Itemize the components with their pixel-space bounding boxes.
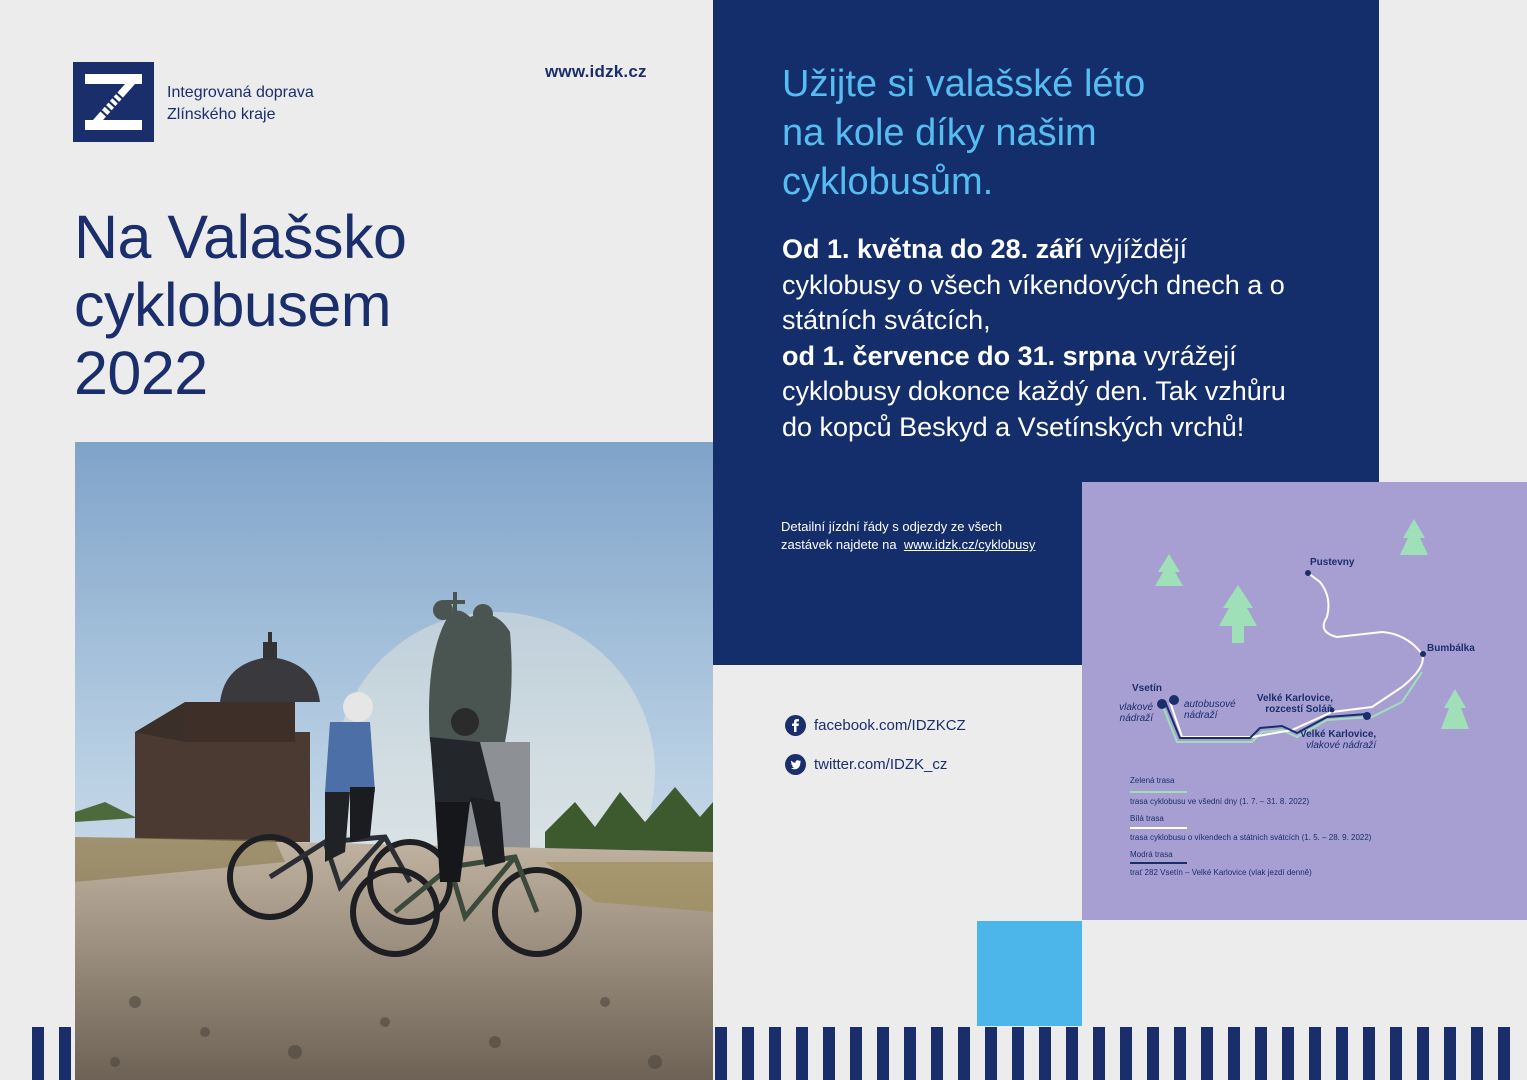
slogan-line3: cyklobusům. xyxy=(782,161,994,203)
page-title xyxy=(74,203,406,407)
z-logo-icon xyxy=(73,62,154,142)
note-line1: Detailní jízdní řády s odjezdy ze všech xyxy=(781,519,1003,534)
schedule-text xyxy=(782,232,1302,445)
stop-karlovice-train-name: Velké Karlovice, xyxy=(1300,729,1377,740)
title-line3: 2022 xyxy=(74,339,208,407)
stop-vsetin: Vsetín xyxy=(1132,683,1163,694)
stop-vsetin-train: vlakové nádraží xyxy=(1119,702,1153,724)
stop-pustevny: Pustevny xyxy=(1310,557,1355,568)
stop-karlovice-train xyxy=(1300,729,1376,751)
slogan-line1: Užijte si valašské léto xyxy=(782,63,1146,105)
logo-line1: Integrovaná doprava xyxy=(167,84,314,101)
decorative-stripes-left xyxy=(32,1027,86,1080)
timetable-link[interactable]: www.idzk.cz/cyklobusy xyxy=(903,537,1036,552)
timetable-note xyxy=(781,518,1035,554)
twitter-icon xyxy=(785,754,806,775)
slogan-line2: na kole díky našim xyxy=(782,112,1097,154)
legend-green-desc: trasa cyklobusu ve všední dny (1. 7. – 31. 8. 2022) xyxy=(1130,797,1310,806)
schedule-text-2: vyrážejí cyklobusy dokonce každý den. Tak vzhůru do kopců Beskyd a Vsetínských vrchů! xyxy=(782,340,1286,442)
title-line2: cyklobusem xyxy=(74,271,392,339)
legend-white-desc: trasa cyklobusu o víkendech a státních svátcích (1. 5. – 28. 9. 2022) xyxy=(1130,833,1372,842)
slogan xyxy=(782,60,1145,207)
stop-karlovice-solan: Velké Karlovice, rozcestí Soláň xyxy=(1256,693,1333,715)
stop-karlovice-train-sub: vlakové nádraží xyxy=(1306,740,1377,751)
twitter-text: twitter.com/IDZK_cz xyxy=(814,756,948,773)
legend-white-title: Bílá trasa xyxy=(1130,814,1164,823)
schedule-bold-2: od 1. července do 31. srpna xyxy=(782,340,1137,371)
title-line1: Na Valašsko xyxy=(74,203,407,271)
legend-blue-desc: trať 282 Vsetín – Velké Karlovice (vlak jezdí denně) xyxy=(1130,868,1312,877)
legend-green-title: Zelená trasa xyxy=(1130,776,1175,785)
schedule-bold-1: Od 1. května do 28. září xyxy=(782,234,1083,264)
facebook-link[interactable] xyxy=(785,715,966,736)
facebook-icon xyxy=(785,715,806,736)
note-line2: zastávek najdete na xyxy=(781,537,897,552)
cyclists-photo xyxy=(75,442,713,1080)
decorative-square xyxy=(977,921,1082,1026)
schedule-text-1: vyjíždějí cyklobusy o všech víkendových dnech a o státních svátcích, xyxy=(782,234,1285,335)
logo-line2: Zlínského kraje xyxy=(167,106,276,123)
website-link[interactable]: www.idzk.cz xyxy=(545,62,647,81)
stop-bumbalka: Bumbálka xyxy=(1427,643,1475,654)
twitter-link[interactable] xyxy=(785,754,947,775)
facebook-text: facebook.com/IDZKCZ xyxy=(814,717,966,734)
stop-vsetin-bus: autobusové nádraží xyxy=(1184,699,1236,721)
logo-text xyxy=(167,82,314,126)
legend-blue-title: Modrá trasa xyxy=(1130,850,1173,859)
idzk-logo xyxy=(73,62,154,142)
decorative-stripes-right xyxy=(715,1027,1525,1080)
